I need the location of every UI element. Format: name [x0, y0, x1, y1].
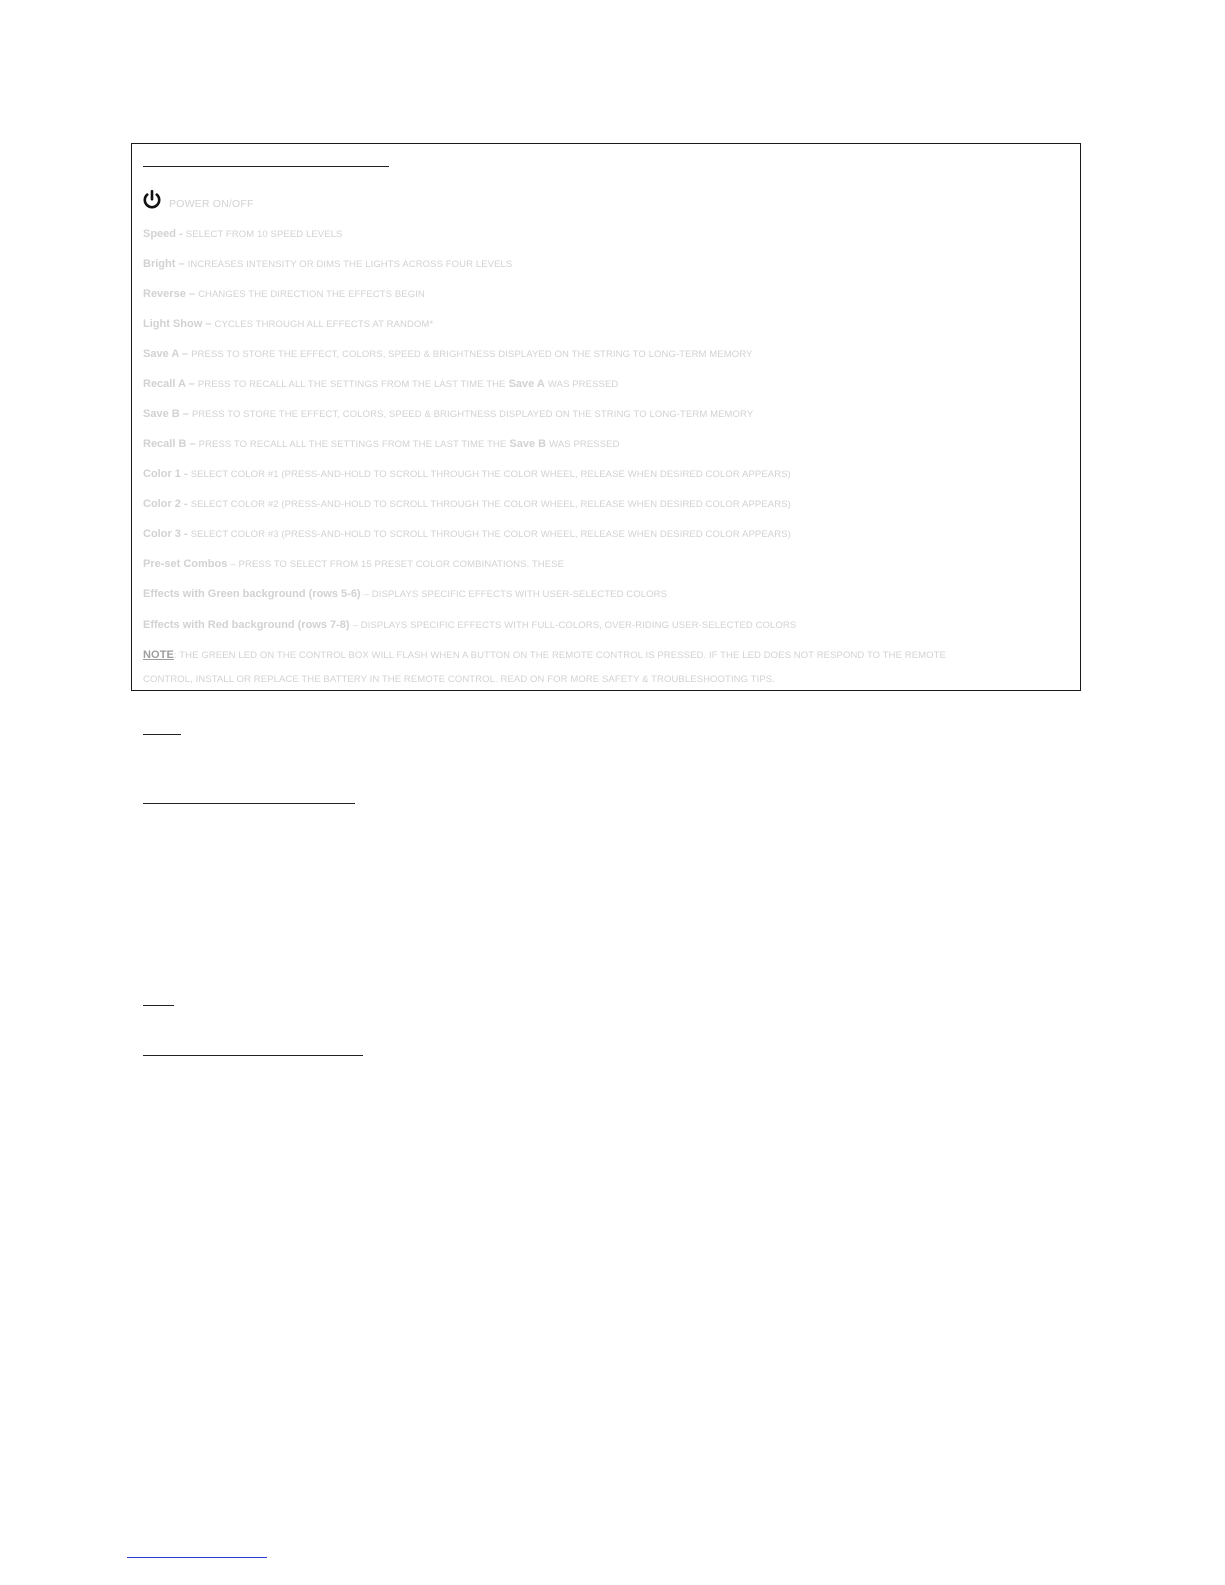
- item-desc: SELECT FROM 10 SPEED LEVELS: [185, 229, 343, 240]
- section-heading-rule-2: [143, 803, 355, 804]
- item-term: Color 2 -: [143, 498, 188, 510]
- item-desc: PRESS TO RECALL ALL THE SETTINGS FROM THE LAST TIME THE: [198, 439, 507, 450]
- item-term: Recall B –: [143, 438, 196, 450]
- item-desc: – DISPLAYS SPECIFIC EFFECTS WITH FULL-COLORS, OVER-RIDING USER-SELECTED COLORS: [352, 620, 797, 631]
- item-term: Save B –: [143, 408, 189, 420]
- item-term: Save A –: [143, 348, 189, 360]
- note-text-1: : THE GREEN LED ON THE CONTROL BOX WILL FLASH WHEN A BUTTON ON THE REMOTE CONTROL IS PRESSED. IF THE LED DOES NOT RESPOND TO THE REMOTE: [173, 650, 947, 661]
- item-color-2: [143, 497, 791, 512]
- item-save-a: [143, 347, 752, 362]
- item-term: Color 1 -: [143, 468, 188, 480]
- item-effects-red: [143, 618, 796, 633]
- item-desc: CYCLES THROUGH ALL EFFECTS AT RANDOM*: [214, 319, 434, 330]
- note-text-2: CONTROL, INSTALL OR REPLACE THE BATTERY IN THE REMOTE CONTROL. READ ON FOR MORE SAFETY & TROUBLESHOOTING TIPS.: [143, 674, 775, 685]
- item-color-1: [143, 467, 791, 482]
- item-reverse: [143, 287, 425, 302]
- item-tail: WAS PRESSED: [549, 439, 620, 450]
- power-label: POWER ON/OFF: [169, 198, 254, 210]
- item-term: Pre-set Combos: [143, 558, 228, 570]
- item-speed: [143, 227, 343, 242]
- item-tail: WAS PRESSED: [547, 379, 619, 390]
- item-strong: Save B: [509, 438, 547, 450]
- footer-hyperlink-underline[interactable]: [127, 1557, 267, 1558]
- item-term: Speed -: [143, 228, 183, 240]
- item-light-show: [143, 317, 433, 332]
- item-desc: – PRESS TO SELECT FROM 15 PRESET COLOR COMBINATIONS. THESE: [230, 559, 565, 570]
- item-desc: SELECT COLOR #1 (PRESS-AND-HOLD TO SCROLL THROUGH THE COLOR WHEEL, RELEASE WHEN DESIRED COLOR APPEARS): [190, 469, 791, 480]
- item-recall-a: [143, 377, 618, 392]
- note-line-2: [143, 673, 775, 687]
- item-desc: CHANGES THE DIRECTION THE EFFECTS BEGIN: [198, 289, 425, 300]
- item-term: Reverse –: [143, 288, 195, 300]
- item-preset-combos: [143, 557, 564, 572]
- item-desc: SELECT COLOR #2 (PRESS-AND-HOLD TO SCROLL THROUGH THE COLOR WHEEL, RELEASE WHEN DESIRED COLOR APPEARS): [190, 499, 791, 510]
- item-bright: [143, 257, 512, 272]
- item-term: Effects with Red background (rows 7-8): [143, 619, 350, 631]
- section-heading-rule-1: [143, 734, 181, 735]
- item-term: Color 3 -: [143, 528, 188, 540]
- item-strong: Save A: [508, 378, 545, 390]
- item-desc: SELECT COLOR #3 (PRESS-AND-HOLD TO SCROLL THROUGH THE COLOR WHEEL, RELEASE WHEN DESIRED COLOR APPEARS): [190, 529, 791, 540]
- item-term: Effects with Green background (rows 5-6): [143, 588, 361, 600]
- item-desc: PRESS TO RECALL ALL THE SETTINGS FROM THE LAST TIME THE: [197, 379, 506, 390]
- box-heading-underline: [143, 166, 389, 167]
- power-icon: [141, 189, 163, 211]
- item-term: Recall A –: [143, 378, 195, 390]
- item-desc: PRESS TO STORE THE EFFECT, COLORS, SPEED & BRIGHTNESS DISPLAYED ON THE STRING TO LONG-TERM MEMORY: [191, 409, 754, 420]
- item-term: Light Show –: [143, 318, 212, 330]
- item-save-b: [143, 407, 753, 422]
- item-term: Bright –: [143, 258, 185, 270]
- item-effects-green: [143, 587, 667, 602]
- power-row: [141, 187, 254, 211]
- item-recall-b: [143, 437, 620, 452]
- section-heading-rule-3: [143, 1005, 174, 1006]
- item-desc: INCREASES INTENSITY OR DIMS THE LIGHTS ACROSS FOUR LEVELS: [187, 259, 513, 270]
- item-color-3: [143, 527, 791, 542]
- note-line-1: [143, 648, 946, 663]
- section-heading-rule-4: [143, 1055, 363, 1056]
- item-desc: – DISPLAYS SPECIFIC EFFECTS WITH USER-SELECTED COLORS: [363, 589, 668, 600]
- note-label: NOTE: [143, 649, 174, 661]
- item-desc: PRESS TO STORE THE EFFECT, COLORS, SPEED & BRIGHTNESS DISPLAYED ON THE STRING TO LONG-TERM MEMORY: [191, 349, 753, 360]
